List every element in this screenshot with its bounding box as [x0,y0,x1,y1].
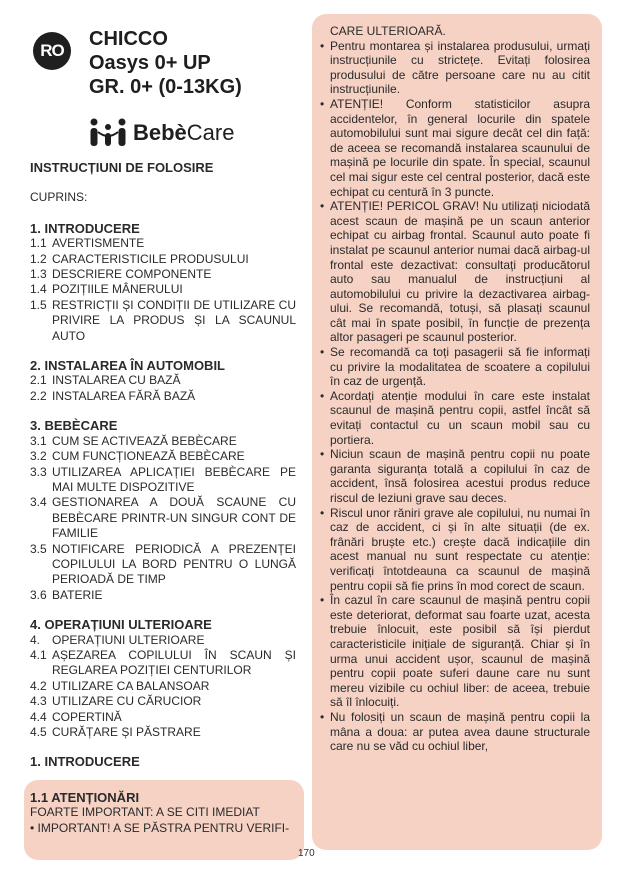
warning-item: • În cazul în care scaunul de mașină pentru copii este deteriorat, deformat sau foarte uzat, acesta trebuie înlocuit, este posibil să își pierdut caracteristicile inițiale de siguranță. Chiar și în urma unui accident ușor, scaunul de mașină pentru copii poate suferi daune care nu sunt mereu vizibile cu ochiul liber: de aceea, trebuie să îl înlocuiți. [320,593,590,710]
logo-wordmark: BebèCare [133,120,235,145]
toc-item: 3.5 NOTIFICARE PERIODICĂ A PREZENȚEI COPILULUI LA BORD PENTRU O LUNGĂ PERIOADĂ DE TIMP [30,541,296,587]
warning-item: • Riscul unor răniri grave ale copilului, nu numai în caz de accident, ci și în alte situații (de ex. frânări bruște etc.) crește dacă indicațiile din acest manual nu sunt respectate cu atenție: verificați întotdeauna ca scaunul de mașină pentru copii să fie prins în mod corect de scaun. [320,505,590,593]
toc-item: 3.6 BATERIE [30,587,103,602]
warnings-title: 1.1 ATENȚIONĂRI [30,790,140,805]
table-of-contents [30,160,296,770]
toc-section-4 [30,617,296,740]
instructions-heading: INSTRUCȚIUNI DE FOLOSIRE [30,160,214,175]
page-number: 170 [298,848,315,859]
warnings-line: FOARTE IMPORTANT: A SE CITI IMEDIAT [30,805,260,820]
toc-item: 3.1 CUM SE ACTIVEAZĂ BEBÈCARE [30,433,237,448]
toc-item: 4.2 UTILIZARE CA BALANSOAR [30,678,210,693]
contents-label: CUPRINS: [30,190,88,205]
toc-item: 1.1 AVERTISMENTE [30,236,145,251]
toc-item: 1.3 DESCRIERE COMPONENTE [30,267,212,282]
warnings-intro [30,790,296,836]
warning-item: • ATENȚIE! Conform statisticilor asupra accidentelor, în general locurile din spatele automobilului sunt mai sigure decât cel din față: de aceea se recomandă instalarea scaunului de mașină pe locurile din spate. În special, scaunul cel mai sigur este cel central posterior, dacă este echipat cu centură în 3 puncte. [320,96,590,199]
warning-item: • Acordați atenție modului în care este instalat scaunul de mașină pentru copii, astfel încât să evitați contactul cu un scaun mobil sau cu portiera. [320,388,590,447]
warning-item: • Nu folosiți un scaun de mașină pentru copii la mâna a doua: ar putea avea daune structurale care nu se văd cu ochiul liber, [320,709,590,754]
toc-item: 4.3 UTILIZARE CU CĂRUCIOR [30,694,202,709]
toc-item: 3.2 CUM FUNCȚIONEAZĂ BEBÈCARE [30,449,245,464]
family-icon [89,118,127,148]
toc-section-title: 3. BEBÈCARE [30,418,118,434]
toc-section-title: 4. OPERAȚIUNI ULTERIOARE [30,617,212,633]
toc-item: 4. OPERAȚIUNI ULTERIOARE [30,632,205,647]
warnings-list [320,24,590,754]
toc-item: 1.2 CARACTERISTICILE PRODUSULUI [30,251,249,266]
toc-item: 3.3 UTILIZAREA APLICAȚIEI BEBÈCARE PE MAI MULTE DISPOZITIVE [30,464,296,494]
warning-item: • Se recomandă ca toți pasagerii să fie informați cu privire la modalitatea de scoatere a copilului în caz de urgență. [320,345,590,389]
toc-section-title: 1. INTRODUCERE [30,220,140,236]
language-badge: RO [33,32,71,70]
toc-item: 3.4 GESTIONAREA A DOUĂ SCAUNE CU BEBÈCARE PRINTR-UN SINGUR CONT DE FAMILIE [30,495,296,541]
toc-section-title: 2. INSTALAREA ÎN AUTOMOBIL [30,358,225,374]
warning-item: • Pentru montarea și instalarea produsului, urmați instrucțiunile cu strictețe. Evitați folosirea produsului de către persoane care nu au citit instrucțiunile. [320,38,590,97]
brand-name: CHICCO [89,28,168,50]
toc-item: 1.5 RESTRICȚII ȘI CONDIȚII DE UTILIZARE CU PRIVIRE LA PRODUS ȘI LA SCAUNUL AUTO [30,297,296,343]
model-name: Oasys 0+ UP [89,52,211,74]
warning-item: • Niciun scaun de mașină pentru copii nu poate garanta siguranța totală a copilului în caz de accident, însă folosirea acestui produs reduce riscul de leziuni grave sau deces. [320,447,590,505]
bebecare-logo [89,118,234,148]
intro-heading: 1. INTRODUCERE [30,754,140,770]
warning-item: • ATENȚIE! PERICOL GRAV! Nu utilizați niciodată acest scaun de mașină pe un scaun anterior echipat cu airbag frontal. Scaunul auto poate fi instalat pe scaunul anterior numai dacă airbag-ul frontal este dezactivat: consultați producătorul auto sau manualul de instrucțiuni al automobilului cu privire la dezactivarea airbag-ului. Se recomandă, totuși, să plasați scaunul cât mai în spate posibil, în funcție de prezența altor pasageri pe scaunul posterior. [320,199,590,345]
toc-item: 4.4 COPERTINĂ [30,709,122,724]
toc-section-1 [30,221,296,344]
product-title [89,27,242,99]
warnings-line: • IMPORTANT! A SE PĂSTRA PENTRU VERIFI- [30,820,290,835]
toc-section-3 [30,418,296,603]
toc-item: 1.4 POZIȚIILE MÂNERULUI [30,282,183,297]
toc-item: 2.1 INSTALAREA CU BAZĂ [30,373,181,388]
toc-section-2 [30,358,296,404]
continued-line: CARE ULTERIOARĂ. [330,24,446,38]
toc-item: 2.2 INSTALAREA FĂRĂ BAZĂ [30,388,196,403]
toc-item: 4.5 CURĂȚARE ȘI PĂSTRARE [30,725,201,739]
group-label: GR. 0+ (0-13KG) [89,76,242,98]
toc-item: 4.1 AȘEZAREA COPILULUI ÎN SCAUN ȘI REGLAREA POZIȚIEI CENTURILOR [30,647,296,678]
